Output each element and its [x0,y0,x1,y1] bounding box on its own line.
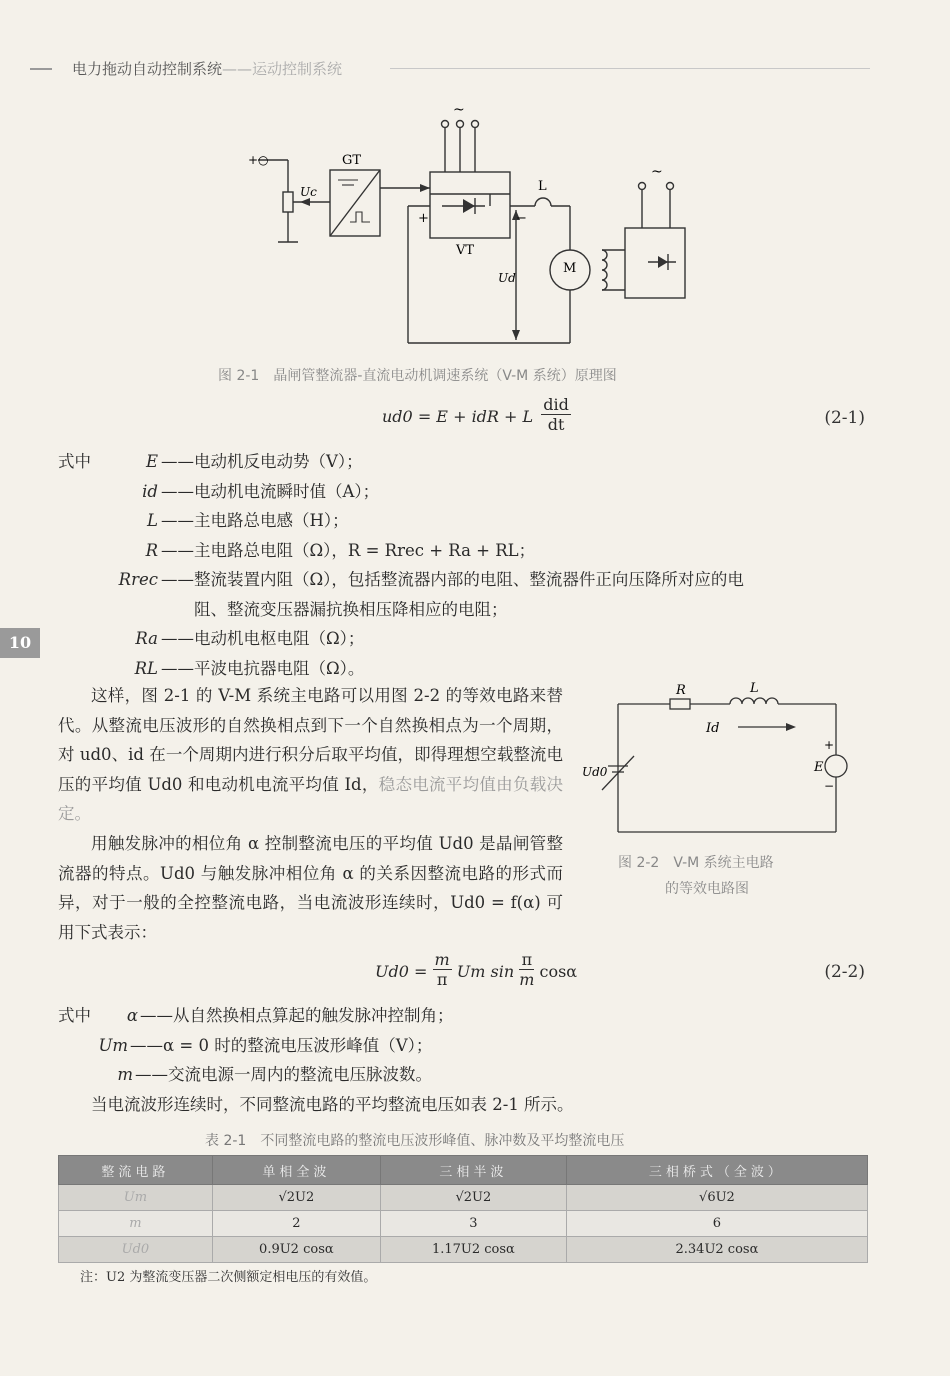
def-row [58,654,888,684]
header-title: 电力拖动自动控制系统 [72,60,223,78]
table-cell: 2.34U2 cosα [566,1237,867,1263]
para1-main: 这样，图 2-1 的 V-M 系统主电路可以用图 2-2 的等效电路来替代。从整流电压波形的自然换相点到下一个自然换相点为一个周期，对 ud0、id 在一个周期内进行积分后取平均值，即得理想空载整流电压的平均值 Ud0 和电动机电流平均值 Id， [58,686,563,794]
def-text: ——α = 0 时的整流电压波形峰值（V）； [130,1035,433,1055]
def-symbol: RL [134,658,158,678]
table-cell: 2 [212,1211,380,1237]
eq2-frac2-num: π [519,950,534,970]
def-text: ——电动机反电动势（V）； [161,452,363,471]
header-title-wrap [72,58,342,79]
def-symbol: α [126,1006,138,1025]
header-subtitle: ——运动控制系统 [222,60,343,78]
def-symbol: Ra [135,629,158,648]
eq2-frac2-den: m [519,970,535,989]
table-cell: 3 [380,1211,566,1237]
fig2-label-ud0: Ud0 [582,765,608,779]
fig2-label-l: L [750,681,759,696]
table-2-1-caption: 表 2-1 不同整流电路的整流电压波形峰值、脉冲数及平均整流电压 [205,1133,625,1149]
def-row [58,1060,888,1090]
table-cell: 1.17U2 cosα [380,1237,566,1263]
equation-2-1-number: (2-1) [824,408,865,428]
def-text: ——主电路总电阻（Ω），R = Rrec + Ra + RL； [161,540,536,560]
label-uc: Uc [300,185,317,199]
def-label: 式中 [58,452,91,471]
table-cell: m [59,1211,213,1237]
eq1-fraction [541,395,571,434]
header-rule [390,68,870,69]
eq1-frac-den: dt [547,415,565,434]
figure-2-2-circuit [578,680,858,840]
paragraph-1 [58,681,563,829]
figure-2-2-caption-line1: 图 2-2 V-M 系统主电路 [618,855,774,871]
definition-list-1 [58,447,888,683]
label-gt: GT [342,153,362,168]
eq2-frac2 [519,950,534,989]
eq2-mid: Um sin [456,962,515,981]
equation-2-2-number: (2-2) [824,962,865,982]
def-row [58,536,888,566]
table-cell: √2U2 [380,1185,566,1211]
def-symbol: m [117,1065,133,1084]
table-cell: Um [59,1185,213,1211]
fig2-label-minus: − [824,779,835,793]
paragraph-2 [58,829,563,947]
def-symbol: L [147,511,158,530]
definition-list-2 [58,1001,888,1090]
def-symbol: Rrec [118,570,158,589]
table-cell: 6 [566,1211,867,1237]
def-text: ——交流电源一周内的整流电压脉波数。 [135,1065,432,1084]
eq2-frac1-num: m [434,950,450,969]
figure-2-1-circuit [230,100,710,355]
eq1-frac-num: did [543,395,569,414]
label-ac: ~ [453,102,465,118]
def-text: ——电动机电枢电阻（Ω）； [161,629,365,648]
table-cell: √6U2 [566,1185,867,1211]
equation-2-1 [382,395,571,441]
figure-2-2-caption-line2: 的等效电路图 [665,881,749,897]
label-vt-plus: + [418,211,429,226]
label-ac-field: ~ [651,164,663,180]
para2-text: 用触发脉冲的相位角 α 控制整流电压的平均值 Ud0 是晶闸管整流器的特点。Ud0 与触发脉冲相位角 α 的关系因整流电路的形式而异，对于一般的全控整流电路，当电流波形连续时，Ud0 = f(α) 可用下式表示： [58,834,563,942]
def-row [58,624,888,654]
table-note: 注：U2 为整流变压器二次侧额定相电压的有效值。 [80,1270,377,1285]
def-text: ——整流装置内阻（Ω），包括整流器内部的电阻、整流器件正向压降所对应的电 [161,570,744,589]
table-row [59,1237,868,1263]
def-text: ——电动机电流瞬时值（A）； [161,481,380,501]
table-header-cell: 整流电路 [59,1156,213,1185]
def-symbol: R [145,540,158,560]
label-m: M [563,261,577,276]
def-symbol: id [142,481,158,501]
label-vt: VT [456,243,475,258]
def-row [58,1031,888,1061]
def-text: 阻、整流变压器漏抗换相压降相应的电阻； [161,599,508,619]
label-vt-minus: − [516,211,527,226]
eq1-lhs: ud0 = E + idR + L [382,407,534,426]
table-row [59,1185,868,1211]
fig2-label-plus: + [824,738,835,752]
def-symbol: Um [98,1035,128,1055]
table-header-cell: 三相桥式（全波） [566,1156,867,1185]
header-tick [30,68,52,70]
eq2-frac1-den: π [436,970,448,989]
page-number: 10 [0,628,40,658]
paragraph-3 [58,1090,868,1120]
fig2-label-id: Id [706,721,720,736]
table-2-1 [58,1155,868,1263]
table-row [59,1211,868,1237]
def-row [58,447,888,477]
def-text: ——从自然换相点算起的触发脉冲控制角； [140,1006,454,1025]
def-label: 式中 [58,1006,91,1025]
def-symbol: E [145,452,158,471]
table-header-cell: 单相全波 [212,1156,380,1185]
figure-2-1-caption: 图 2-1 晶闸管整流器-直流电动机调速系统（V-M 系统）原理图 [218,368,617,384]
def-row [58,506,888,536]
label-l: L [538,179,547,194]
label-plus-input: +○ [248,153,269,167]
table-header-row [59,1156,868,1185]
para1-light: 稳态电流平均值由负载决定。 [58,774,564,823]
running-header [30,56,875,80]
fig2-label-r: R [676,683,686,698]
table-header-cell: 三相半波 [380,1156,566,1185]
equation-2-2 [375,950,577,996]
eq2-rhs: cosα [539,962,578,981]
def-row [58,1001,888,1031]
eq2-lhs: Ud0 = [375,962,428,981]
def-row [58,565,888,595]
def-row [58,477,888,507]
table-cell: 0.9U2 cosα [212,1237,380,1263]
fig2-label-e: E [814,760,824,775]
table-cell: Ud0 [59,1237,213,1263]
label-ud: Ud [498,271,516,285]
def-text: ——平波电抗器电阻（Ω）。 [161,658,365,678]
eq2-frac1 [433,950,452,989]
def-text: ——主电路总电感（H）； [161,511,349,530]
para3-text: 当电流波形连续时，不同整流电路的平均整流电压如表 2-1 所示。 [91,1095,574,1114]
table-cell: √2U2 [212,1185,380,1211]
def-row [58,595,888,625]
